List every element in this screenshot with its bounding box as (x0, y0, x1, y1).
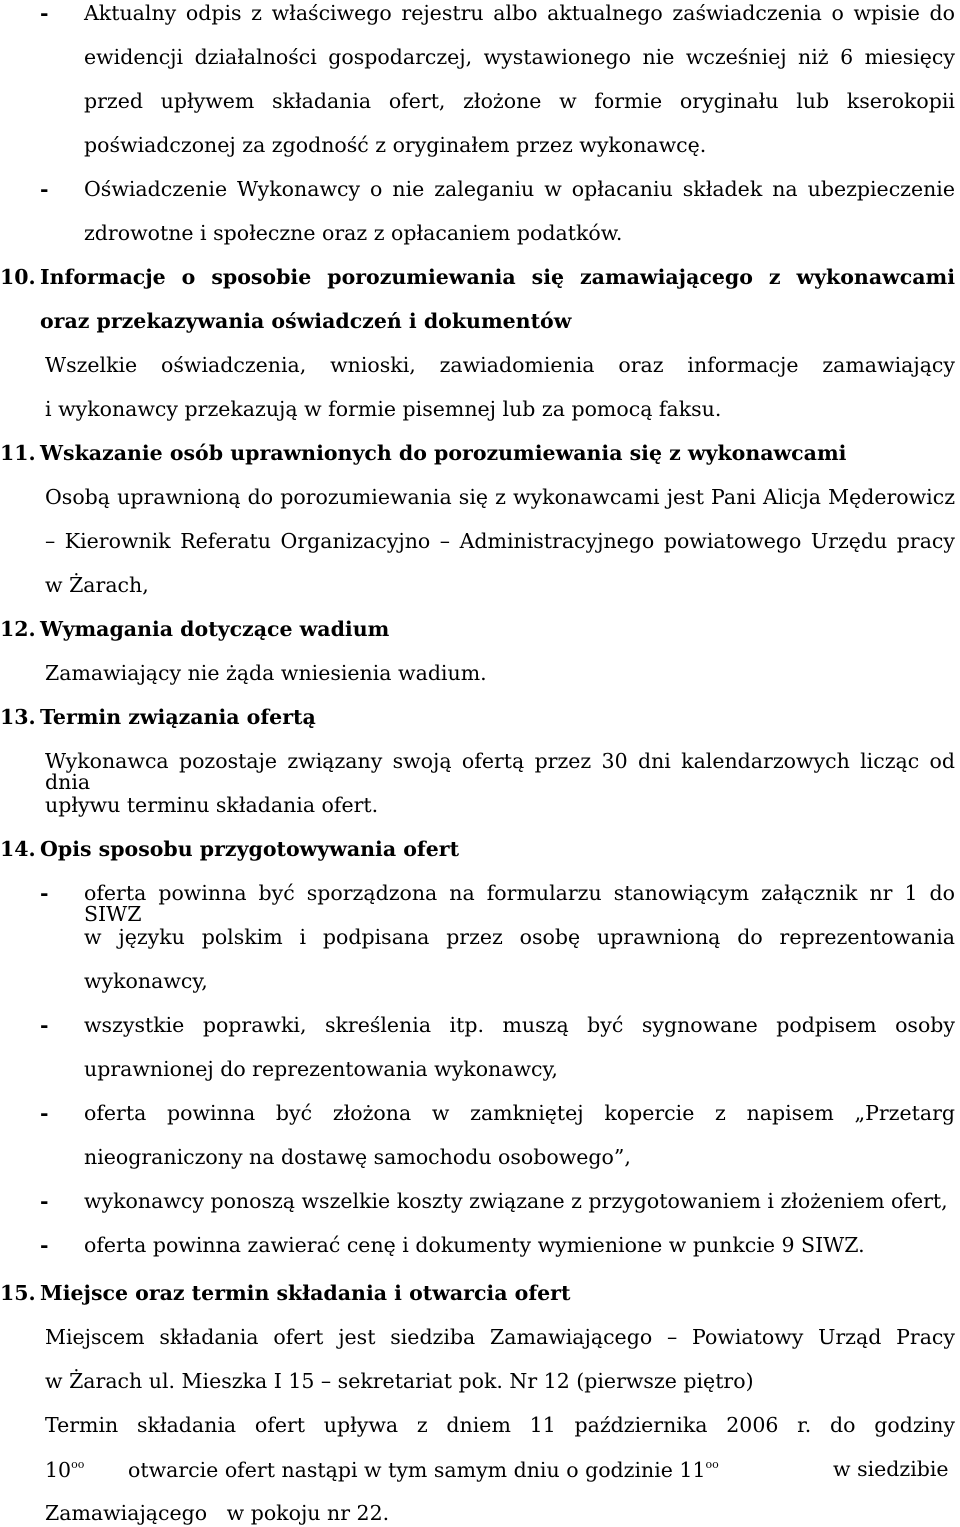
paragraph-line (128, 1459, 719, 1481)
paragraph-line: Zamawiający nie żąda wniesienia wadium. (45, 661, 487, 685)
opening-text: otwarcie ofert nastąpi w tym samym dniu o godzinie 11 (128, 1458, 706, 1482)
list-item-line: wykonawcy ponoszą wszelkie koszty związane z przygotowaniem i złożeniem ofert, (84, 1189, 948, 1213)
list-item-line: oferta powinna być sporządzona na formularzu stanowiącym załącznik nr 1 do SIWZ (84, 881, 955, 926)
list-bullet: - (40, 1, 49, 25)
list-bullet: - (40, 1101, 49, 1125)
section-number: 15. (0, 1281, 36, 1305)
section-number: 11. (0, 441, 36, 465)
list-bullet: - (40, 1013, 49, 1037)
paragraph-line: przed upływem składania ofert, złożone w formie oryginału lub kserokopii (84, 89, 955, 113)
paragraph-line: Termin składania ofert upływa z dniem 11 października 2006 r. do godziny (45, 1413, 955, 1437)
list-item-line: oferta powinna zawierać cenę i dokumenty wymienione w punkcie 9 SIWZ. (84, 1233, 865, 1257)
paragraph-line (45, 1459, 84, 1481)
paragraph-line: zdrowotne i społeczne oraz z opłacaniem podatków. (84, 221, 623, 245)
hour-superscript: oo (705, 1458, 719, 1471)
paragraph-line: Osobą uprawnioną do porozumiewania się z wykonawcami jest Pani Alicja Męderowicz (45, 485, 955, 509)
section-heading: Wymagania dotyczące wadium (40, 617, 390, 641)
section-heading: Informacje o sposobie porozumiewania się zamawiającego z wykonawcami (40, 265, 955, 289)
section-heading: Wskazanie osób uprawnionych do porozumiewania się z wykonawcami (40, 441, 847, 465)
paragraph-line: Zamawiającego w pokoju nr 22. (45, 1501, 390, 1525)
list-item-line: nieograniczony na dostawę samochodu osobowego”, (84, 1145, 631, 1169)
paragraph-line: Aktualny odpis z właściwego rejestru albo aktualnego zaświadczenia o wpisie do (84, 1, 955, 25)
list-item-line: wykonawcy, (84, 969, 208, 993)
paragraph-line: w Żarach, (45, 573, 149, 597)
paragraph-line: i wykonawcy przekazują w formie pisemnej lub za pomocą faksu. (45, 397, 722, 421)
section-number: 12. (0, 617, 36, 641)
section-heading: oraz przekazywania oświadczeń i dokumentów (40, 309, 572, 333)
paragraph-line: Wszelkie oświadczenia, wnioski, zawiadomienia oraz informacje zamawiający (45, 353, 955, 377)
paragraph-line: Miejscem składania ofert jest siedziba Zamawiającego – Powiatowy Urząd Pracy (45, 1325, 955, 1349)
paragraph-line: w siedzibie (833, 1457, 949, 1481)
section-number: 10. (0, 265, 36, 289)
paragraph-line: Oświadczenie Wykonawcy o nie zaleganiu w opłacaniu składek na ubezpieczenie (84, 177, 955, 201)
paragraph-line: poświadczonej za zgodność z oryginałem przez wykonawcę. (84, 133, 707, 157)
paragraph-line: upływu terminu składania ofert. (45, 793, 379, 817)
list-bullet: - (40, 881, 49, 905)
list-item-line: oferta powinna być złożona w zamkniętej kopercie z napisem „Przetarg (84, 1101, 955, 1125)
section-heading: Termin związania ofertą (40, 705, 316, 729)
section-heading: Miejsce oraz termin składania i otwarcia ofert (40, 1281, 571, 1305)
list-bullet: - (40, 1233, 49, 1257)
hour-superscript: oo (71, 1458, 85, 1471)
list-bullet: - (40, 1189, 49, 1213)
list-item-line: wszystkie poprawki, skreślenia itp. muszą być sygnowane podpisem osoby (84, 1013, 955, 1037)
paragraph-line: ewidencji działalności gospodarczej, wystawionego nie wcześniej niż 6 miesięcy (84, 45, 955, 69)
list-item-line: uprawnionej do reprezentowania wykonawcy, (84, 1057, 558, 1081)
section-number: 14. (0, 837, 36, 861)
list-item-line: w języku polskim i podpisana przez osobę uprawnioną do reprezentowania (84, 925, 955, 949)
paragraph-line: w Żarach ul. Mieszka I 15 – sekretariat pok. Nr 12 (pierwsze piętro) (45, 1369, 754, 1393)
section-number: 13. (0, 705, 36, 729)
paragraph-line: – Kierownik Referatu Organizacyjno – Administracyjnego powiatowego Urzędu pracy (45, 529, 955, 553)
hour-value: 10 (45, 1458, 72, 1482)
paragraph-line: Wykonawca pozostaje związany swoją ofertą przez 30 dni kalendarzowych licząc od dnia (45, 749, 955, 794)
list-bullet: - (40, 177, 49, 201)
section-heading: Opis sposobu przygotowywania ofert (40, 837, 460, 861)
